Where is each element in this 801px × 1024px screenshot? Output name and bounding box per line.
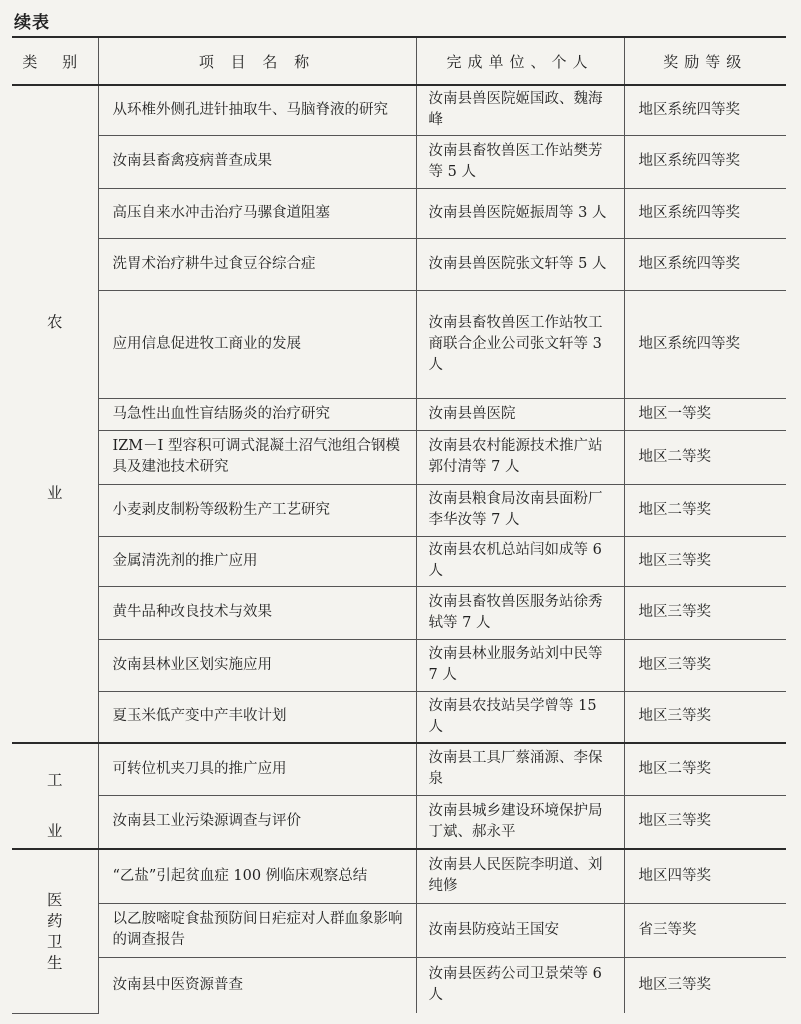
table-row xyxy=(12,135,786,188)
header-unit: 完成单位、个人 xyxy=(416,37,624,85)
project-name: 洗胃术治疗耕牛过食豆谷综合症 xyxy=(98,238,416,290)
table-row xyxy=(12,691,786,743)
table-row xyxy=(12,484,786,536)
table-row xyxy=(12,536,786,586)
category-char: 药 xyxy=(46,912,63,930)
category-cell xyxy=(12,849,98,1013)
project-name: 小麦剥皮制粉等级粉生产工艺研究 xyxy=(98,484,416,536)
project-name: 马急性出血性盲结肠炎的治疗研究 xyxy=(98,398,416,430)
completing-unit: 汝南县医药公司卫景荣等 6 人 xyxy=(416,957,624,1013)
table-row xyxy=(12,795,786,849)
completing-unit: 汝南县畜牧兽医服务站徐秀轼等 7 人 xyxy=(416,586,624,639)
header-level: 奖励等级 xyxy=(624,37,786,85)
completing-unit: 汝南县城乡建设环境保护局丁斌、郝永平 xyxy=(416,795,624,849)
table-row xyxy=(12,85,786,135)
award-level: 地区三等奖 xyxy=(624,536,786,586)
project-name: 汝南县中医资源普查 xyxy=(98,957,416,1013)
award-level: 地区二等奖 xyxy=(624,484,786,536)
table-row xyxy=(12,430,786,484)
project-name: 汝南县林业区划实施应用 xyxy=(98,639,416,691)
header-project: 项 目 名 称 xyxy=(98,37,416,85)
project-name: “乙盐”引起贫血症 100 例临床观察总结 xyxy=(98,849,416,903)
completing-unit: 汝南县畜牧兽医工作站牧工商联合企业公司张文轩等 3 人 xyxy=(416,290,624,398)
award-level: 地区系统四等奖 xyxy=(624,290,786,398)
project-name: 黄牛品种改良技术与效果 xyxy=(98,586,416,639)
completing-unit: 汝南县兽医院张文轩等 5 人 xyxy=(416,238,624,290)
category-char: 医 xyxy=(46,891,63,909)
category-char: 卫 xyxy=(46,933,63,951)
award-level: 地区二等奖 xyxy=(624,430,786,484)
category-char: 生 xyxy=(46,954,63,972)
project-name: 以乙胺嘧啶食盐预防间日疟症对人群血象影响的调查报告 xyxy=(98,903,416,957)
award-level: 地区三等奖 xyxy=(624,639,786,691)
completing-unit: 汝南县人民医院李明道、刘纯修 xyxy=(416,849,624,903)
award-level: 地区三等奖 xyxy=(624,691,786,743)
category-cell xyxy=(12,743,98,849)
award-level: 地区二等奖 xyxy=(624,743,786,795)
award-level: 地区三等奖 xyxy=(624,795,786,849)
completing-unit: 汝南县兽医院姬振周等 3 人 xyxy=(416,188,624,238)
award-level: 地区系统四等奖 xyxy=(624,238,786,290)
table-row xyxy=(12,849,786,903)
category-char: 业 xyxy=(46,822,63,840)
award-level: 地区四等奖 xyxy=(624,849,786,903)
project-name: 夏玉米低产变中产丰收计划 xyxy=(98,691,416,743)
completing-unit: 汝南县工具厂蔡涌源、李保泉 xyxy=(416,743,624,795)
completing-unit: 汝南县畜牧兽医工作站樊芳等 5 人 xyxy=(416,135,624,188)
category-char: 农 xyxy=(46,313,63,331)
table-body xyxy=(12,85,786,1013)
completing-unit: 汝南县兽医院 xyxy=(416,398,624,430)
project-name: 可转位机夹刀具的推广应用 xyxy=(98,743,416,795)
award-level: 省三等奖 xyxy=(624,903,786,957)
award-level: 地区一等奖 xyxy=(624,398,786,430)
table-row xyxy=(12,238,786,290)
project-name: 金属清洗剂的推广应用 xyxy=(98,536,416,586)
completing-unit: 汝南县防疫站王国安 xyxy=(416,903,624,957)
category-char: 工 xyxy=(46,771,63,789)
category-char: 业 xyxy=(46,484,63,502)
award-level: 地区三等奖 xyxy=(624,957,786,1013)
completing-unit: 汝南县林业服务站刘中民等 7 人 xyxy=(416,639,624,691)
award-level: 地区系统四等奖 xyxy=(624,188,786,238)
project-name: 高压自来水冲击治疗马骡食道阻塞 xyxy=(98,188,416,238)
table-row xyxy=(12,290,786,398)
table-row xyxy=(12,639,786,691)
completing-unit: 汝南县农村能源技术推广站郭付清等 7 人 xyxy=(416,430,624,484)
table-row xyxy=(12,398,786,430)
table-row xyxy=(12,743,786,795)
table-caption: 续表 xyxy=(14,13,50,33)
completing-unit: 汝南县兽医院姬国政、魏海峰 xyxy=(416,85,624,135)
project-name: 汝南县畜禽疫病普查成果 xyxy=(98,135,416,188)
category-cell xyxy=(12,85,98,743)
award-table xyxy=(12,36,786,1014)
completing-unit: 汝南县农技站吴学曾等 15 人 xyxy=(416,691,624,743)
project-name: 应用信息促进牧工商业的发展 xyxy=(98,290,416,398)
completing-unit: 汝南县农机总站闫如成等 6 人 xyxy=(416,536,624,586)
table-row xyxy=(12,903,786,957)
project-name: 从环椎外侧孔进针抽取牛、马脑脊液的研究 xyxy=(98,85,416,135)
table-row xyxy=(12,586,786,639)
award-level: 地区系统四等奖 xyxy=(624,135,786,188)
project-name: IZM－I 型容积可调式混凝土沼气池组合钢模具及建池技术研究 xyxy=(98,430,416,484)
header-category: 类 别 xyxy=(12,37,98,85)
award-level: 地区系统四等奖 xyxy=(624,85,786,135)
award-level: 地区三等奖 xyxy=(624,586,786,639)
header-row xyxy=(12,37,786,85)
project-name: 汝南县工业污染源调查与评价 xyxy=(98,795,416,849)
completing-unit: 汝南县粮食局汝南县面粉厂李华汝等 7 人 xyxy=(416,484,624,536)
table-row xyxy=(12,188,786,238)
table-row xyxy=(12,957,786,1013)
